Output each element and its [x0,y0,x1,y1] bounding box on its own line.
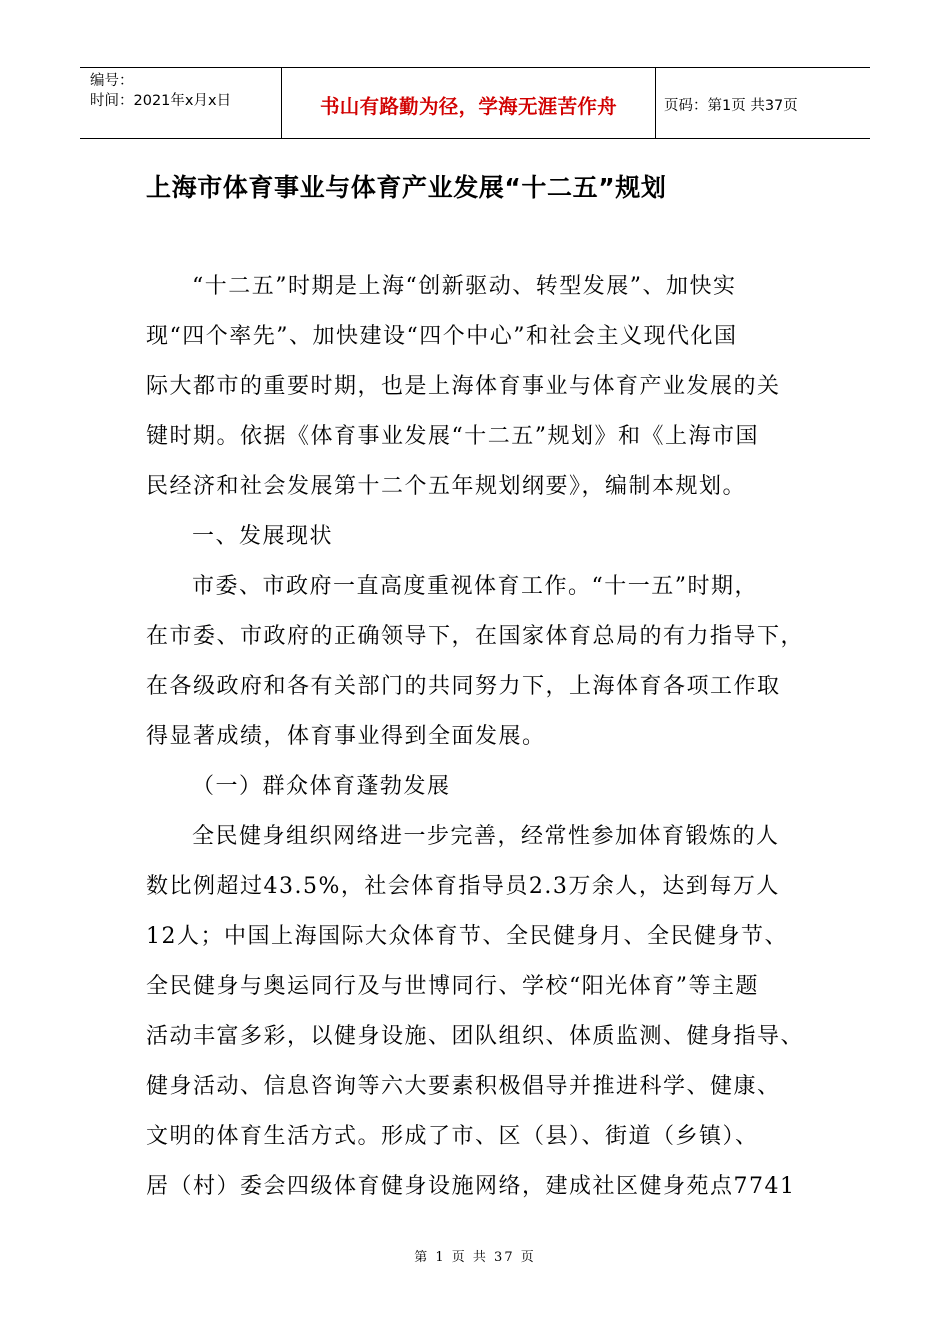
header-meta-cell [80,68,282,138]
body-line: 12人；中国上海国际大众体育节、全民健身月、全民健身节、 [146,924,788,949]
page-footer: 第 1 页 共 37 页 [414,1250,536,1265]
body-line: 在各级政府和各有关部门的共同努力下，上海体育各项工作取 [146,674,781,699]
serial-number-label: 编号： [90,73,134,89]
document-header-table [80,67,870,139]
body-line: “十二五”时期是上海“创新驱动、转型发展”、加快实 [192,274,737,299]
body-line: 活动丰富多彩，以健身设施、团队组织、体质监测、健身指导、 [146,1024,805,1049]
header-page-cell [656,68,870,138]
subsection-heading: （一）群众体育蓬勃发展 [192,774,451,799]
body-line: 际大都市的重要时期，也是上海体育事业与体育产业发展的关 [146,374,781,399]
date-label: 时间：2021年x月x日 [90,93,232,109]
body-line: 健身活动、信息咨询等六大要素积极倡导并推进科学、健康、 [146,1074,781,1099]
body-line: 民经济和社会发展第十二个五年规划纲要》，编制本规划。 [146,474,747,499]
body-line: 文明的体育生活方式。形成了市、区（县）、街道（乡镇）、 [146,1124,759,1149]
body-line: 数比例超过43.5%，社会体育指导员2.3万余人，达到每万人 [146,874,780,899]
section-heading: 一、发展现状 [192,524,334,549]
body-line: 键时期。依据《体育事业发展“十二五”规划》和《上海市国 [146,424,759,449]
body-line: 现“四个率先”、加快建设“四个中心”和社会主义现代化国 [146,324,738,349]
body-line: 在市委、市政府的正确领导下，在国家体育总局的有力指导下， [146,624,805,649]
body-line: 市委、市政府一直高度重视体育工作。“十一五”时期， [192,574,758,599]
document-title: 上海市体育事业与体育产业发展“十二五”规划 [146,173,667,202]
body-line: 全民健身与奥运同行及与世博同行、学校“阳光体育”等主题 [146,974,759,999]
motto-text: 书山有路勤为径，学海无涯苦作舟 [319,95,617,118]
page-info: 页码：第1页 共37页 [664,98,798,114]
document-body [146,262,806,1212]
body-line: 居（村）委会四级体育健身设施网络，建成社区健身苑点7741 [146,1174,796,1199]
header-motto-cell [282,68,656,138]
body-line: 全民健身组织网络进一步完善，经常性参加体育锻炼的人 [192,824,780,849]
body-line: 得显著成绩，体育事业得到全面发展。 [146,724,546,749]
